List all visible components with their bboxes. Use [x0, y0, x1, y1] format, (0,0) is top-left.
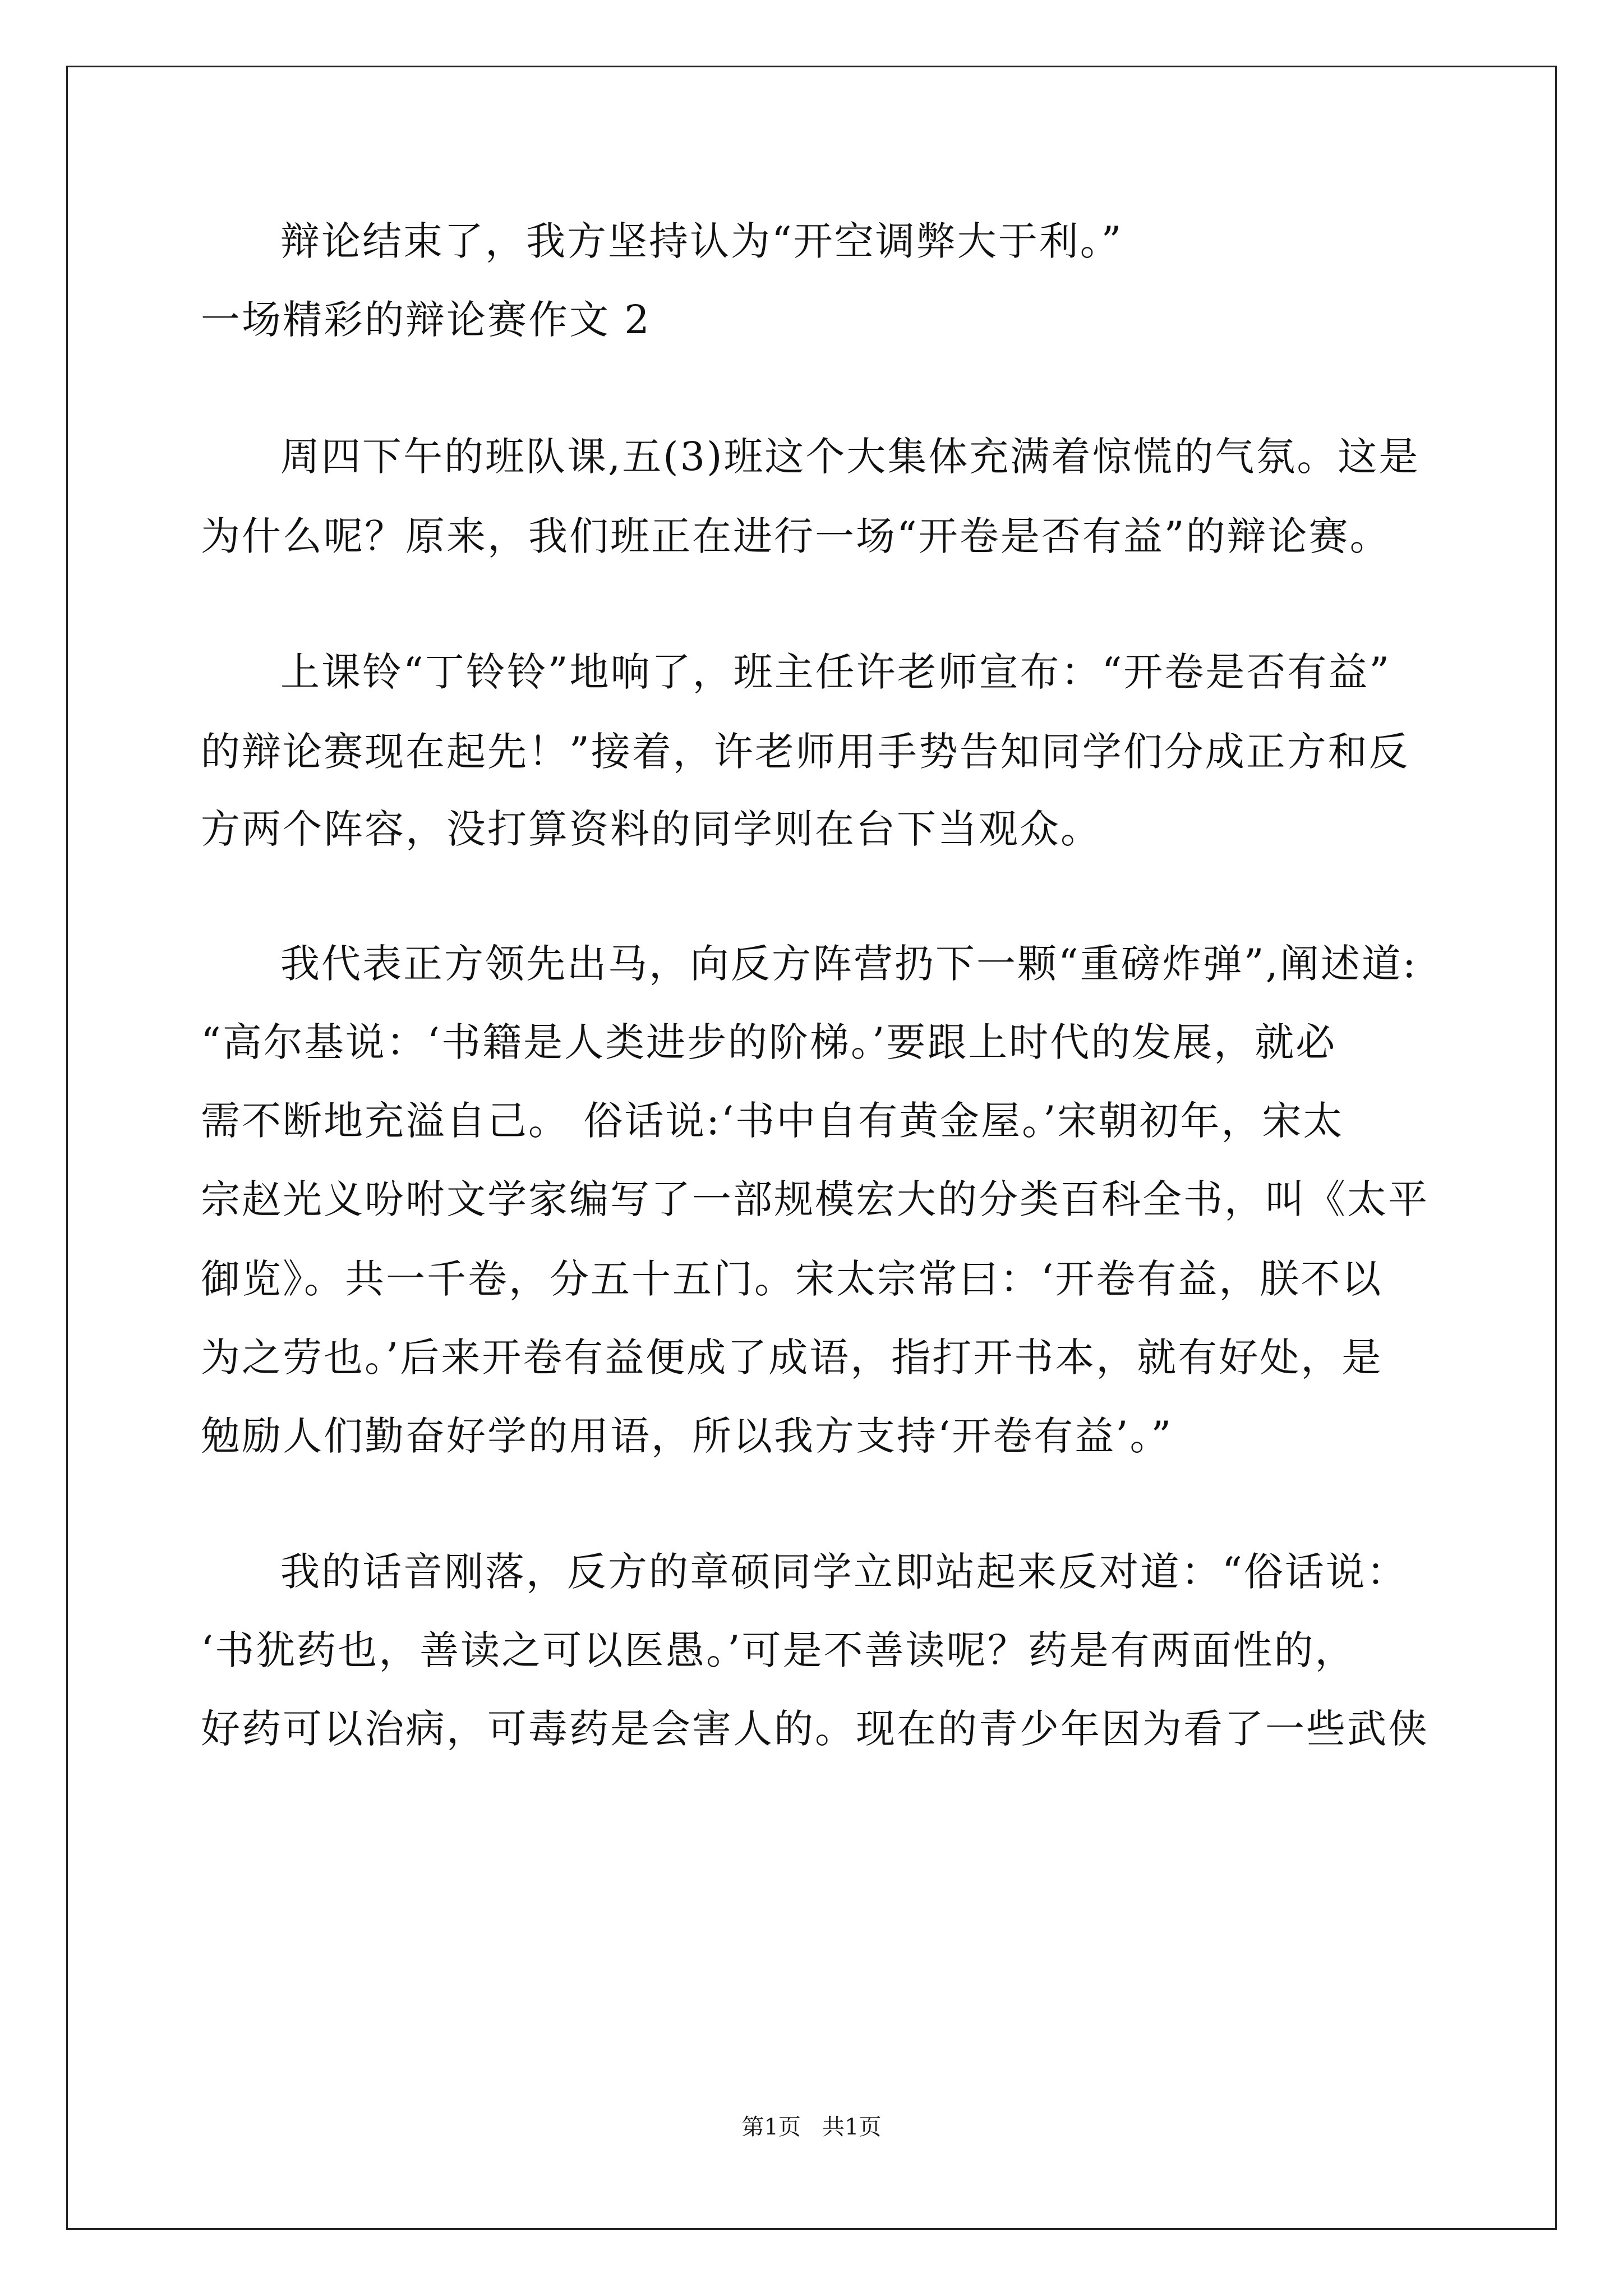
- paragraph-line: 的辩论赛现在起先！”接着，许老师用手势告知同学们分成正方和反: [201, 729, 1410, 775]
- paragraph-line: 方两个阵容，没打算资料的同学则在台下当观众。: [201, 806, 1101, 852]
- section-heading: 一场精彩的辩论赛作文 2: [201, 297, 651, 343]
- paragraph-line: “高尔基说：‘书籍是人类进步的阶梯。’要跟上时代的发展，就必: [201, 1019, 1337, 1065]
- paragraph-line: 为什么呢？原来，我们班正在进行一场“开卷是否有益”的辩论赛。: [201, 513, 1391, 559]
- paragraph-line: 御览》。共一千卷，分五十五门。宋太宗常曰：‘开卷有益，朕不以: [201, 1256, 1383, 1302]
- paragraph-line: 上课铃“丁铃铃”地响了，班主任许老师宣布：“开卷是否有益”: [280, 649, 1391, 695]
- paragraph-line: 宗赵光义吩咐文学家编写了一部规模宏大的分类百科全书，叫《太平: [201, 1176, 1429, 1222]
- page-border: [66, 66, 1557, 2230]
- paragraph-line: 辩论结束了，我方坚持认为“开空调弊大于利。”: [280, 218, 1123, 264]
- paragraph-line: 需不断地充溢自己。 俗话说:‘书中自有黄金屋。’宋朝初年，宋太: [201, 1098, 1344, 1144]
- paragraph-line: ‘书犹药也，善读之可以医愚。’可是不善读呢？药是有两面性的，: [201, 1627, 1356, 1673]
- paragraph-line: 好药可以治病，可毒药是会害人的。现在的青少年因为看了一些武侠: [201, 1706, 1429, 1752]
- paragraph-line: 我代表正方领先出马，向反方阵营扔下一颗“重磅炸弹”,阐述道:: [280, 941, 1418, 987]
- paragraph-line: 周四下午的班队课,五(3)班这个大集体充满着惊慌的气氛。这是: [280, 434, 1420, 480]
- paragraph-line: 我的话音刚落，反方的章硕同学立即站起来反对道：“俗话说：: [280, 1549, 1408, 1595]
- paragraph-line: 为之劳也。’后来开卷有益便成了成语，指打开书本，就有好处，是: [201, 1335, 1383, 1381]
- page-footer: 第1页 共1页: [741, 2114, 882, 2140]
- paragraph-line: 勉励人们勤奋好学的用语，所以我方支持‘开卷有益’。”: [201, 1413, 1173, 1459]
